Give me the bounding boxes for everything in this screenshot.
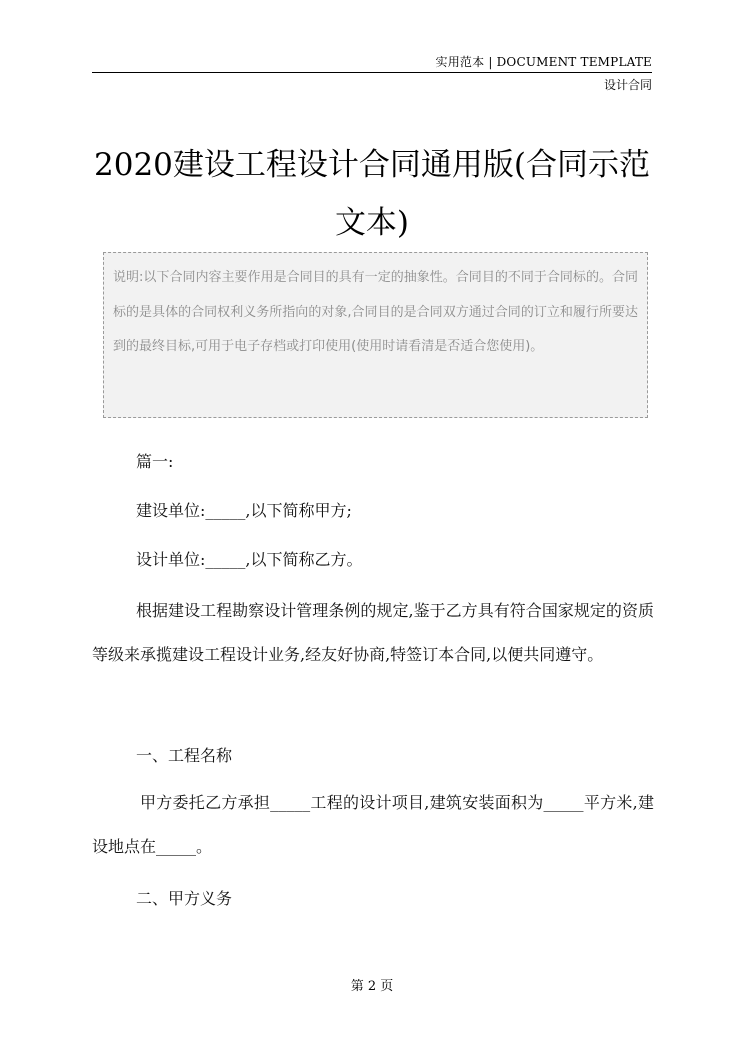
project-description-paragraph: 甲方委托乙方承担_____工程的设计项目,建筑安装面积为_____平方米,建设地点在_____。	[92, 793, 654, 856]
party-a-line: 建设单位:_____,以下简称甲方;	[136, 501, 352, 520]
notice-box: 说明:以下合同内容主要作用是合同目的具有一定的抽象性。合同目的不同于合同标的。合同标的是具体的合同权利义务所指向的对象,合同目的是合同双方通过合同的订立和履行所要达到的最终目标,可用于电子存档或打印使用(使用时请看清是否适合您使用)。	[103, 252, 648, 418]
header-divider	[92, 72, 652, 73]
clause-heading-party-a-obligations: 二、甲方义务	[136, 889, 233, 908]
header-brand: 实用范本 | DOCUMENT TEMPLATE	[435, 55, 652, 69]
page-number: 第 2 页	[350, 979, 394, 994]
header-category: 设计合同	[603, 78, 652, 92]
document-title: 2020建设工程设计合同通用版(合同示范文本)	[94, 147, 650, 241]
section-heading-part-one: 篇一:	[136, 452, 174, 471]
clause-heading-project-name: 一、工程名称	[136, 746, 233, 765]
preamble-paragraph: 根据建设工程勘察设计管理条例的规定,鉴于乙方具有符合国家规定的资质等级来承揽建设工程设计业务,经友好协商,特签订本合同,以便共同遵守。	[92, 601, 654, 664]
party-b-line: 设计单位:_____,以下简称乙方。	[136, 550, 363, 569]
